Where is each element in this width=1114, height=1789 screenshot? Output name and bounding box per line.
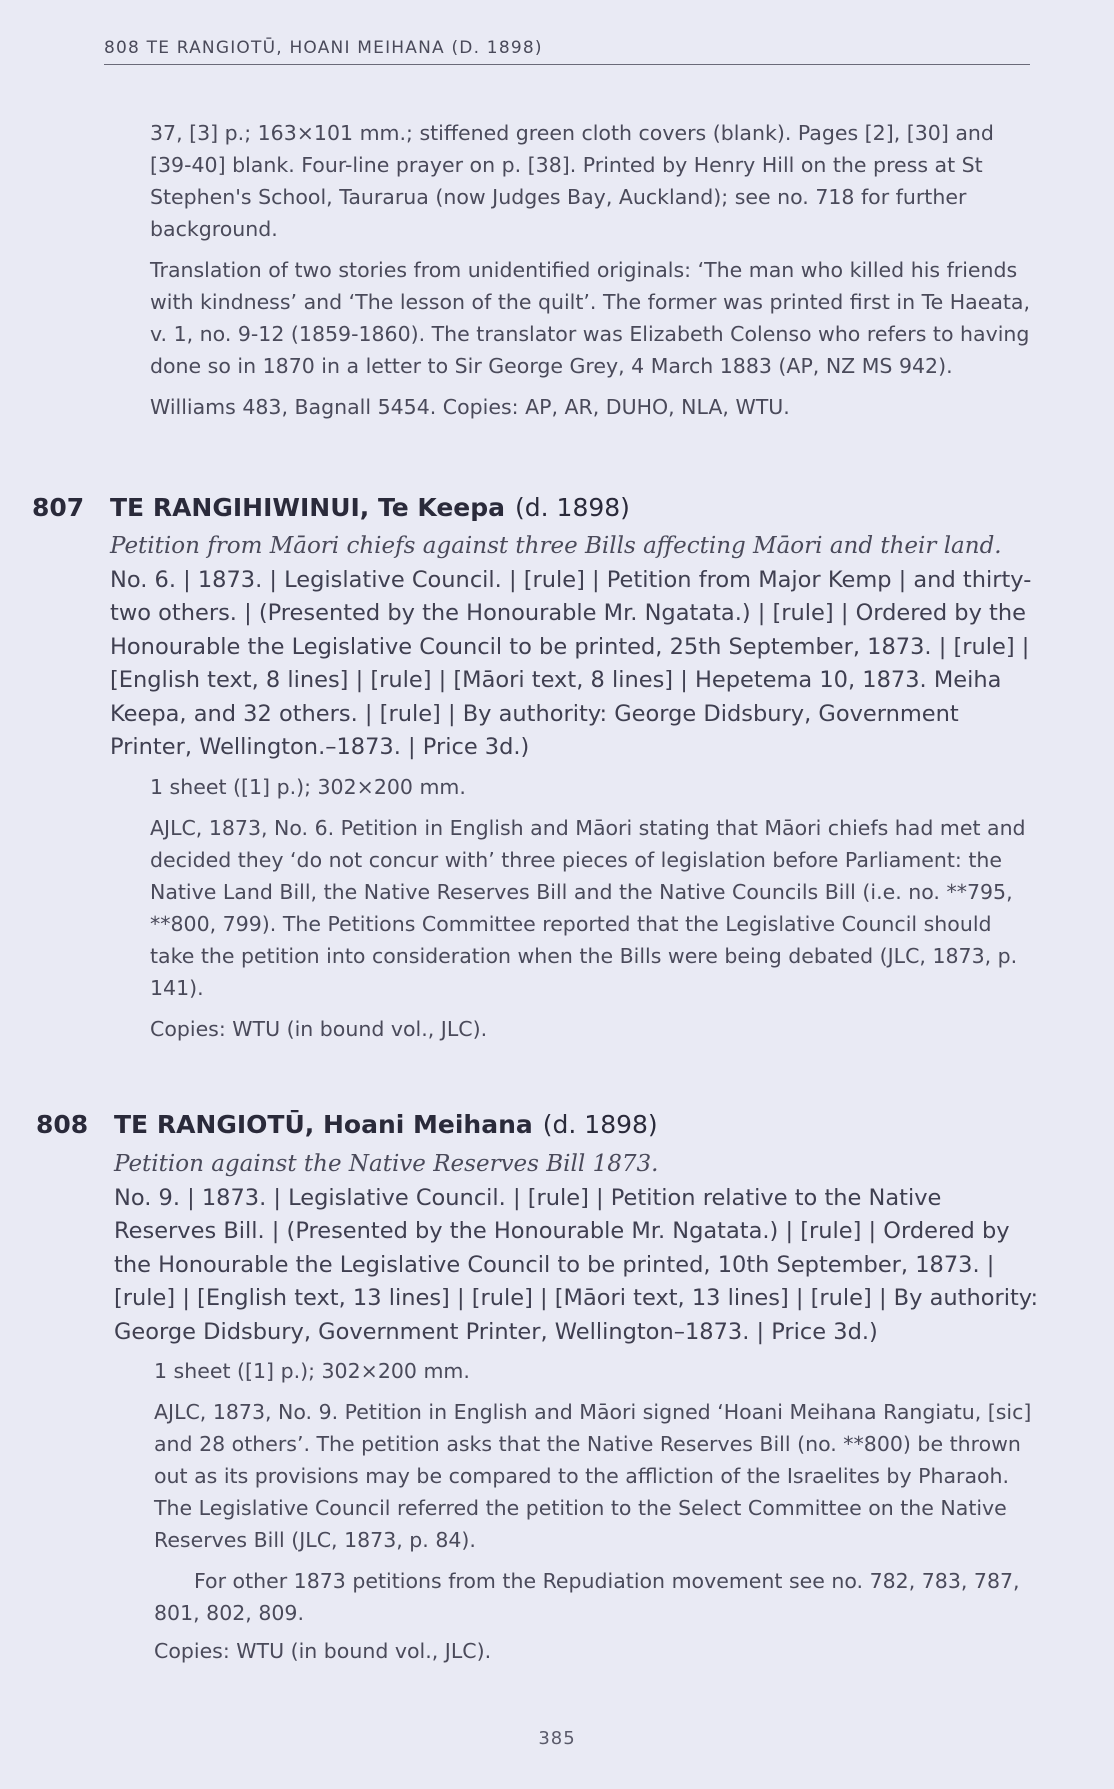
entry-dates: (d. 1898)	[515, 493, 630, 522]
entry-transcription: No. 9. | 1873. | Legislative Council. | [rule] | Petition relative to the Native Reserves Bill. | (Presented by the Honourable Mr. Ngatata.) | [rule] | Ordered by the Honourable the Legislative Council to be printed, 10th September, 1873. | [rule] | [English text, 13 lines] | [rule] | [Māori text, 13 lines] | [rule] | By authority: George Didsbury, Government Printer, Wellington–1873. | Price 3d.)	[114, 1184, 1039, 1345]
entry-notes	[150, 771, 1040, 1045]
entry-title: Petition from Māori chiefs against three Bills affecting Māori and their land.	[110, 533, 1002, 559]
entry-heading	[114, 1110, 658, 1139]
entry-copies: Copies: WTU (in bound vol., JLC).	[154, 1639, 492, 1663]
entry-copies: Copies: WTU (in bound vol., JLC).	[150, 1016, 488, 1041]
continuation-collation: 37, [3] p.; 163×101 mm.; stiffened green cloth covers (blank). Pages [2], [30] and [39-40] blank. Four-line prayer on p. [38]. Printed by Henry Hill on the press at St Stephen's School, Taurarua (now Judges Bay, Auckland); see no. 718 for further background.	[150, 121, 994, 241]
entry-collation: 1 sheet ([1] p.); 302×200 mm.	[154, 1359, 470, 1383]
entry-dates: (d. 1898)	[542, 1110, 658, 1139]
page-number: 385	[538, 1728, 576, 1749]
entry-note-continued: For other 1873 petitions from the Repudiation movement see no. 782, 783, 787, 801, 802, 809.	[154, 1569, 1020, 1625]
entry-collation: 1 sheet ([1] p.); 302×200 mm.	[150, 774, 466, 799]
entry-number: 808	[36, 1110, 89, 1139]
entry-name: TE RANGIHIWINUI, Te Keepa	[110, 493, 506, 522]
entry-body	[110, 530, 1040, 1054]
entry-transcription: No. 6. | 1873. | Legislative Council. | [rule] | Petition from Major Kemp | and thirty-two others. | (Presented by the Honourable Mr. Ngatata.) | [rule] | Ordered by the Honourable the Legislative Council to be printed, 25th September, 1873. | [rule] | [English text, 8 lines] | [rule] | [Māori text, 8 lines] | Hepetema 10, 1873. Meiha Keepa, and 32 others. | [rule] | By authority: George Didsbury, Government Printer, Wellington.–1873. | Price 3d.)	[110, 566, 1032, 760]
continuation-note: Translation of two stories from unidentified originals: ‘The man who killed his friends with kindness’ and ‘The lesson of the quilt’. The former was printed first in Te Haeata, v. 1, no. 9-12 (1859-1860). The translator was Elizabeth Colenso who refers to having done so in 1870 in a letter to Sir George Grey, 4 March 1883 (AP, NZ MS 942).	[150, 258, 1031, 378]
entry-note: AJLC, 1873, No. 9. Petition in English and Māori signed ‘Hoani Meihana Rangiatu, [sic] and 28 others’. The petition asks that the Native Reserves Bill (no. **800) be thrown out as its provisions may be compared to the affliction of the Israelites by Pharaoh. The Legislative Council referred the petition to the Select Committee on the Native Reserves Bill (JLC, 1873, p. 84).	[154, 1400, 1032, 1552]
entry-heading	[110, 493, 630, 522]
running-head: 808 TE RANGIOTŪ, HOANI MEIHANA (D. 1898)	[104, 38, 1030, 65]
entry-note: AJLC, 1873, No. 6. Petition in English and Māori stating that Māori chiefs had met and decided they ‘do not concur with’ three pieces of legislation before Parliament: the Native Land Bill, the Native Reserves Bill and the Native Councils Bill (i.e. no. **795, **800, 799). The Petitions Committee reported that the Legislative Council should take the petition into consideration when the Bills were being debated (JLC, 1873, p. 141).	[150, 815, 1026, 1000]
entry-title: Petition against the Native Reserves Bill 1873.	[114, 1151, 659, 1177]
continuation-copies: Williams 483, Bagnall 5454. Copies: AP, AR, DUHO, NLA, WTU.	[150, 395, 790, 419]
entry-name: TE RANGIOTŪ, Hoani Meihana	[114, 1110, 533, 1139]
entry-body	[114, 1148, 1044, 1676]
continuation-block	[150, 117, 1030, 432]
entry-number: 807	[32, 493, 85, 522]
entry-notes	[154, 1355, 1044, 1667]
